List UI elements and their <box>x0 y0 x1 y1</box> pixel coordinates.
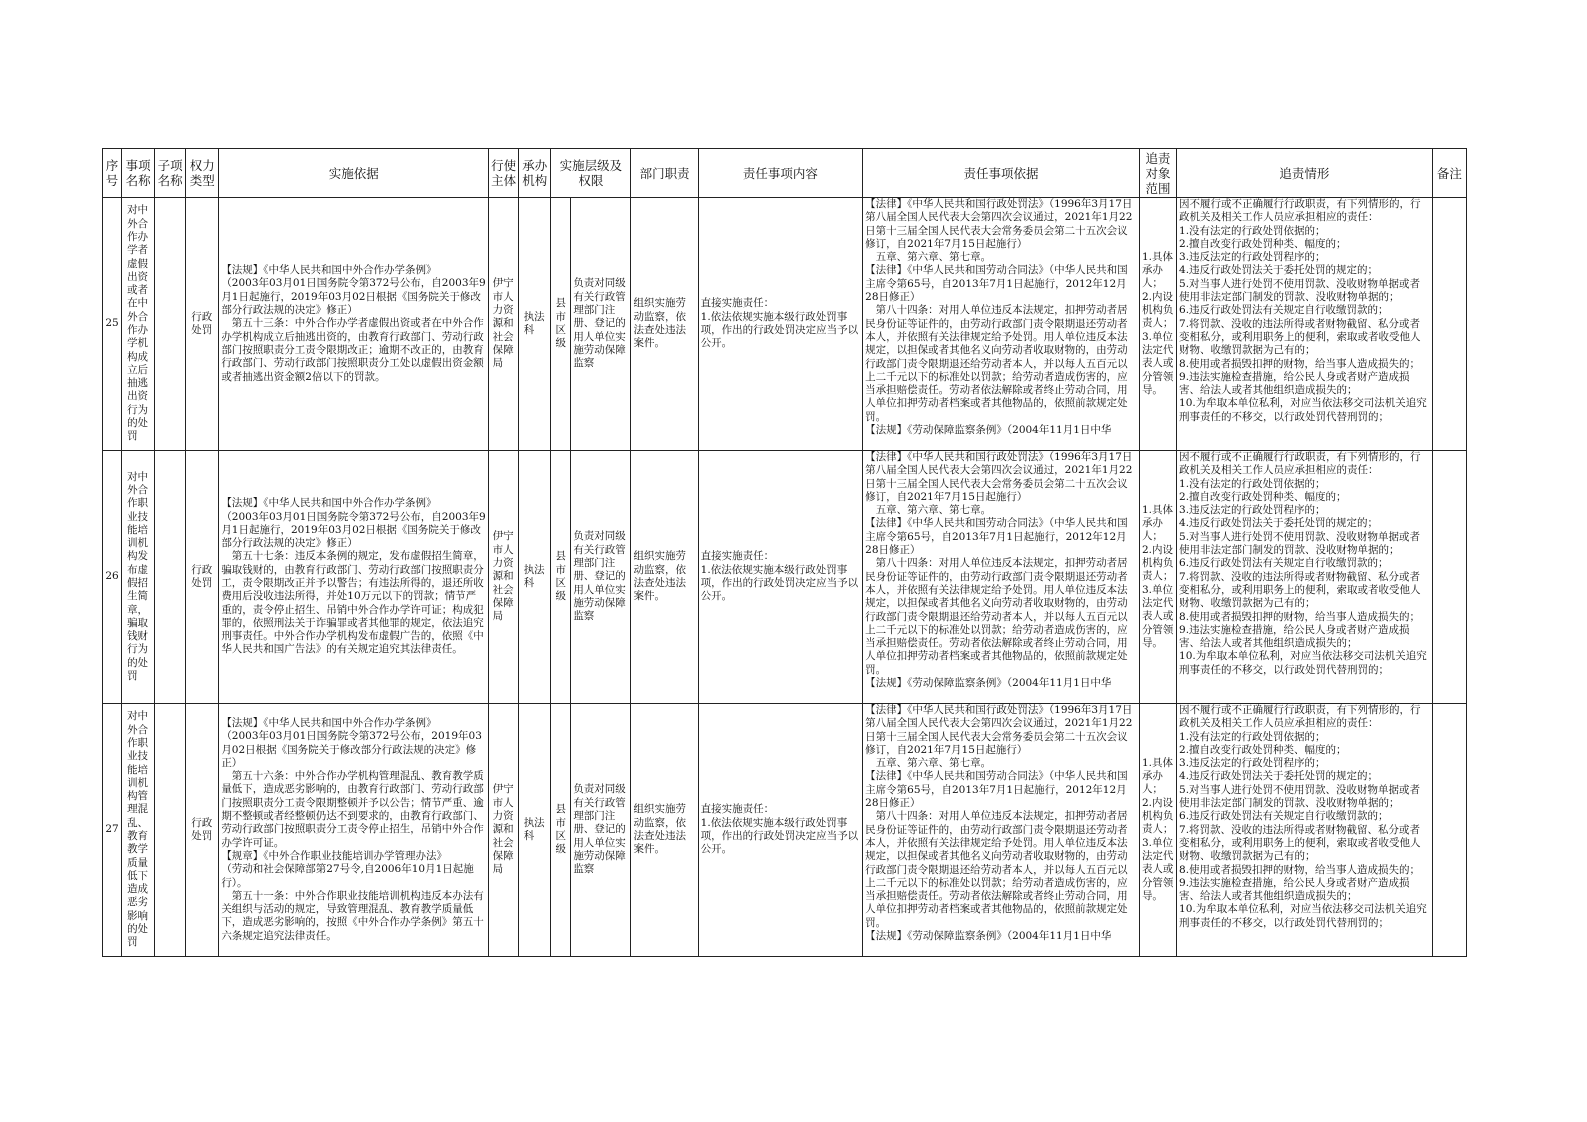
cell-circumstance: 因不履行或不正确履行行政职责，有下列情形的，行政机关及相关工作人员应承担相应的责任： 1.没有法定的行政处罚依据的； 2.擅自改变行政处罚种类、幅度的； 3.违反法定的行政处罚程序的； 4.违反行政处罚法关于委托处罚的规定的； 5.对当事人进行处罚不使用罚款、没收财物单据或者使用非法定部门制发的罚款、没收财物单据的； 6.违反行政处罚法有关规定自行收缴罚款的； 7.将罚款、没收的违法所得或者财物截留、私分或者变相私分，或利用职务上的便利，索取或者收受他人财物、收缴罚款据为己有的； 8.使用或者损毁扣押的财物，给当事人造成损失的； 9.违法实施检查措施，给公民人身或者财产造成损害、给法人或者其他组织造成损失的； 10.为牟取本单位私利，对应当依法移交司法机关追究刑事责任的不移交，以行政处罚代替刑罚的； <box>1177 704 1433 957</box>
header-sub-item: 子项名称 <box>155 149 186 198</box>
cell-dept-duty: 组织实施劳动监察，依法查处违法案件。 <box>631 451 698 704</box>
header-resp-content: 责任事项内容 <box>698 149 862 198</box>
cell-basis: 【法规】《中华人民共和国中外合作办学条例》 （2003年03月01日国务院令第372号公布，自2003年9月1日起施行，2019年03月02日根据《国务院关于修改部分行政法规的决定》修正） 第五十七条：违反本条例的规定，发布虚假招生简章，骗取钱财的，由教育行政部门、劳动行政部门按照职责分工，责令限期改正并予以警告；有违法所得的，退还所收费用后没收违法所得，并处10万元以下的罚款；情节严重的，责令停止招生、吊销中外合作办学许可证；构成犯罪的，依照刑法关于诈骗罪或者其他罪的规定，依法追究刑事责任。中外合作办学机构发布虚假广告的，依照《中华人民共和国广告法》的有关规定追究其法律责任。 <box>219 451 489 704</box>
cell-subject: 伊宁市人力资源和社会保障局 <box>489 198 519 451</box>
header-undertaking: 承办机构 <box>519 149 551 198</box>
header-seq: 序号 <box>103 149 122 198</box>
table-row <box>103 704 1467 957</box>
cell-level-b: 负责对同级有关行政管理部门注册、登记的用人单位实施劳动保障监察 <box>571 704 631 957</box>
table-row <box>103 451 1467 704</box>
cell-seq: 26 <box>103 451 122 704</box>
cell-undertaking: 执法科 <box>519 704 551 957</box>
cell-level-b: 负责对同级有关行政管理部门注册、登记的用人单位实施劳动保障监察 <box>571 451 631 704</box>
cell-seq: 27 <box>103 704 122 957</box>
header-dept-duty: 部门职责 <box>631 149 698 198</box>
cell-scope: 1.具体承办人； 2.内设机构负责人； 3.单位法定代表人或分管领导。 <box>1139 451 1176 704</box>
cell-item-name: 对中外合作职业技能培训机构管理混乱、教育教学质量低下造成恶劣影响的处罚 <box>122 704 155 957</box>
cell-level-a: 县市区级 <box>551 451 571 704</box>
cell-remark <box>1432 451 1466 704</box>
cell-power-type: 行政处罚 <box>186 704 219 957</box>
cell-level-b: 负责对同级有关行政管理部门注册、登记的用人单位实施劳动保障监察 <box>571 198 631 451</box>
cell-level-a: 县市区级 <box>551 198 571 451</box>
cell-basis: 【法规】《中华人民共和国中外合作办学条例》 （2003年03月01日国务院令第372号公布，2019年03月02日根据《国务院关于修改部分行政法规的决定》修正） 第五十六条：中外合作办学机构管理混乱、教育教学质量低下，造成恶劣影响的，由教育行政部门、劳动行政部门按照职责分工责令限期整顿并予以公告；情节严重、逾期不整顿或者经整顿仍达不到要求的，由教育行政部门、劳动行政部门按照职责分工责令停止招生，吊销中外合作办学许可证。 【规章】《中外合作职业技能培训办学管理办法》 （劳动和社会保障部第27号令,自2006年10月1日起施行）。 第五十一条：中外合作职业技能培训机构违反本办法有关组织与活动的规定，导致管理混乱、教育教学质量低下，造成恶劣影响的，按照《中外合作办学条例》第五十六条规定追究法律责任。 <box>219 704 489 957</box>
cell-sub-item <box>155 451 186 704</box>
table-row <box>103 198 1467 451</box>
cell-resp-content: 直接实施责任： 1.依法依规实施本级行政处罚事项，作出的行政处罚决定应当予以公开。 <box>698 451 862 704</box>
header-resp-basis: 责任事项依据 <box>863 149 1140 198</box>
cell-sub-item <box>155 198 186 451</box>
header-power-type: 权力类型 <box>186 149 219 198</box>
header-level: 实施层级及权限 <box>551 149 631 198</box>
cell-seq: 25 <box>103 198 122 451</box>
cell-level-a: 县市区级 <box>551 704 571 957</box>
header-circumstance: 追责情形 <box>1177 149 1433 198</box>
header-item-name: 事项名称 <box>122 149 155 198</box>
cell-sub-item <box>155 704 186 957</box>
cell-item-name: 对中外合作职业技能培训机构发布虚假招生简章，骗取钱财行为的处罚 <box>122 451 155 704</box>
cell-subject: 伊宁市人力资源和社会保障局 <box>489 704 519 957</box>
cell-resp-content: 直接实施责任： 1.依法依规实施本级行政处罚事项，作出的行政处罚决定应当予以公开。 <box>698 198 862 451</box>
cell-dept-duty: 组织实施劳动监察，依法查处违法案件。 <box>631 198 698 451</box>
cell-scope: 1.具体承办人； 2.内设机构负责人； 3.单位法定代表人或分管领导。 <box>1139 198 1176 451</box>
cell-remark <box>1432 704 1466 957</box>
header-remark: 备注 <box>1432 149 1466 198</box>
cell-remark <box>1432 198 1466 451</box>
header-row <box>103 149 1467 198</box>
cell-resp-basis: 【法律】《中华人民共和国行政处罚法》（1996年3月17日第八届全国人民代表大会第四次会议通过，2021年1月22日第十三届全国人民代表大会常务委员会第二十五次会议修订，自2021年7月15日起施行） 五章、第六章、第七章。 【法律】《中华人民共和国劳动合同法》（中华人民共和国主席令第65号，自2013年7月1日起施行，2012年12月28日修正） 第八十四条：对用人单位违反本法规定，扣押劳动者居民身份证等证件的，由劳动行政部门责令限期退还劳动者本人，并依照有关法律规定给予处罚。用人单位违反本法规定，以担保或者其他名义向劳动者收取财物的，由劳动行政部门责令限期退还给劳动者本人，并以每人五百元以上二千元以下的标准处以罚款；给劳动者造成伤害的，应当承担赔偿责任。劳动者依法解除或者终止劳动合同，用人单位扣押劳动者档案或者其他物品的，依照前款规定处罚。 【法规】《劳动保障监察条例》（2004年11月1日中华 <box>863 198 1140 451</box>
cell-basis: 【法规】《中华人民共和国中外合作办学条例》 （2003年03月01日国务院令第372号公布，自2003年9月1日起施行，2019年03月02日根据《国务院关于修改部分行政法规的决定》修正） 第五十三条：中外合作办学者虚假出资或者在中外合作办学机构成立后抽逃出资的，由教育行政部门、劳动行政部门按照职责分工责令限期改正；逾期不改正的，由教育行政部门、劳动行政部门按照职责分工处以虚假出资金额或者抽逃出资金额2倍以下的罚款。 <box>219 198 489 451</box>
cell-power-type: 行政处罚 <box>186 451 219 704</box>
header-basis: 实施依据 <box>219 149 489 198</box>
cell-power-type: 行政处罚 <box>186 198 219 451</box>
cell-resp-content: 直接实施责任： 1.依法依规实施本级行政处罚事项，作出的行政处罚决定应当予以公开。 <box>698 704 862 957</box>
cell-circumstance: 因不履行或不正确履行行政职责，有下列情形的，行政机关及相关工作人员应承担相应的责任： 1.没有法定的行政处罚依据的； 2.擅自改变行政处罚种类、幅度的； 3.违反法定的行政处罚程序的； 4.违反行政处罚法关于委托处罚的规定的； 5.对当事人进行处罚不使用罚款、没收财物单据或者使用非法定部门制发的罚款、没收财物单据的； 6.违反行政处罚法有关规定自行收缴罚款的； 7.将罚款、没收的违法所得或者财物截留、私分或者变相私分，或利用职务上的便利，索取或者收受他人财物、收缴罚款据为己有的； 8.使用或者损毁扣押的财物，给当事人造成损失的； 9.违法实施检查措施，给公民人身或者财产造成损害、给法人或者其他组织造成损失的； 10.为牟取本单位私利，对应当依法移交司法机关追究刑事责任的不移交，以行政处罚代替刑罚的； <box>1177 451 1433 704</box>
responsibility-table <box>102 148 1467 957</box>
header-scope: 追责对象范围 <box>1139 149 1176 198</box>
cell-scope: 1.具体承办人； 2.内设机构负责人； 3.单位法定代表人或分管领导。 <box>1139 704 1176 957</box>
cell-dept-duty: 组织实施劳动监察，依法查处违法案件。 <box>631 704 698 957</box>
cell-resp-basis: 【法律】《中华人民共和国行政处罚法》（1996年3月17日第八届全国人民代表大会第四次会议通过，2021年1月22日第十三届全国人民代表大会常务委员会第二十五次会议修订，自2021年7月15日起施行） 五章、第六章、第七章。 【法律】《中华人民共和国劳动合同法》（中华人民共和国主席令第65号，自2013年7月1日起施行，2012年12月28日修正） 第八十四条：对用人单位违反本法规定，扣押劳动者居民身份证等证件的，由劳动行政部门责令限期退还劳动者本人，并依照有关法律规定给予处罚。用人单位违反本法规定，以担保或者其他名义向劳动者收取财物的，由劳动行政部门责令限期退还给劳动者本人，并以每人五百元以上二千元以下的标准处以罚款；给劳动者造成伤害的，应当承担赔偿责任。劳动者依法解除或者终止劳动合同，用人单位扣押劳动者档案或者其他物品的，依照前款规定处罚。 【法规】《劳动保障监察条例》（2004年11月1日中华 <box>863 451 1140 704</box>
cell-undertaking: 执法科 <box>519 198 551 451</box>
cell-subject: 伊宁市人力资源和社会保障局 <box>489 451 519 704</box>
header-subject: 行使主体 <box>489 149 519 198</box>
cell-resp-basis: 【法律】《中华人民共和国行政处罚法》（1996年3月17日第八届全国人民代表大会第四次会议通过，2021年1月22日第十三届全国人民代表大会常务委员会第二十五次会议修订，自2021年7月15日起施行） 五章、第六章、第七章。 【法律】《中华人民共和国劳动合同法》（中华人民共和国主席令第65号，自2013年7月1日起施行，2012年12月28日修正） 第八十四条：对用人单位违反本法规定，扣押劳动者居民身份证等证件的，由劳动行政部门责令限期退还劳动者本人，并依照有关法律规定给予处罚。用人单位违反本法规定，以担保或者其他名义向劳动者收取财物的，由劳动行政部门责令限期退还给劳动者本人，并以每人五百元以上二千元以下的标准处以罚款；给劳动者造成伤害的，应当承担赔偿责任。劳动者依法解除或者终止劳动合同，用人单位扣押劳动者档案或者其他物品的，依照前款规定处罚。 【法规】《劳动保障监察条例》（2004年11月1日中华 <box>863 704 1140 957</box>
cell-item-name: 对中外合作办学者虚假出资或者在中外合作办学机构成立后抽逃出资行为的处罚 <box>122 198 155 451</box>
cell-circumstance: 因不履行或不正确履行行政职责，有下列情形的，行政机关及相关工作人员应承担相应的责任： 1.没有法定的行政处罚依据的； 2.擅自改变行政处罚种类、幅度的； 3.违反法定的行政处罚程序的； 4.违反行政处罚法关于委托处罚的规定的； 5.对当事人进行处罚不使用罚款、没收财物单据或者使用非法定部门制发的罚款、没收财物单据的； 6.违反行政处罚法有关规定自行收缴罚款的； 7.将罚款、没收的违法所得或者财物截留、私分或者变相私分，或利用职务上的便利，索取或者收受他人财物、收缴罚款据为己有的； 8.使用或者损毁扣押的财物，给当事人造成损失的； 9.违法实施检查措施，给公民人身或者财产造成损害、给法人或者其他组织造成损失的； 10.为牟取本单位私利，对应当依法移交司法机关追究刑事责任的不移交，以行政处罚代替刑罚的； <box>1177 198 1433 451</box>
cell-undertaking: 执法科 <box>519 451 551 704</box>
